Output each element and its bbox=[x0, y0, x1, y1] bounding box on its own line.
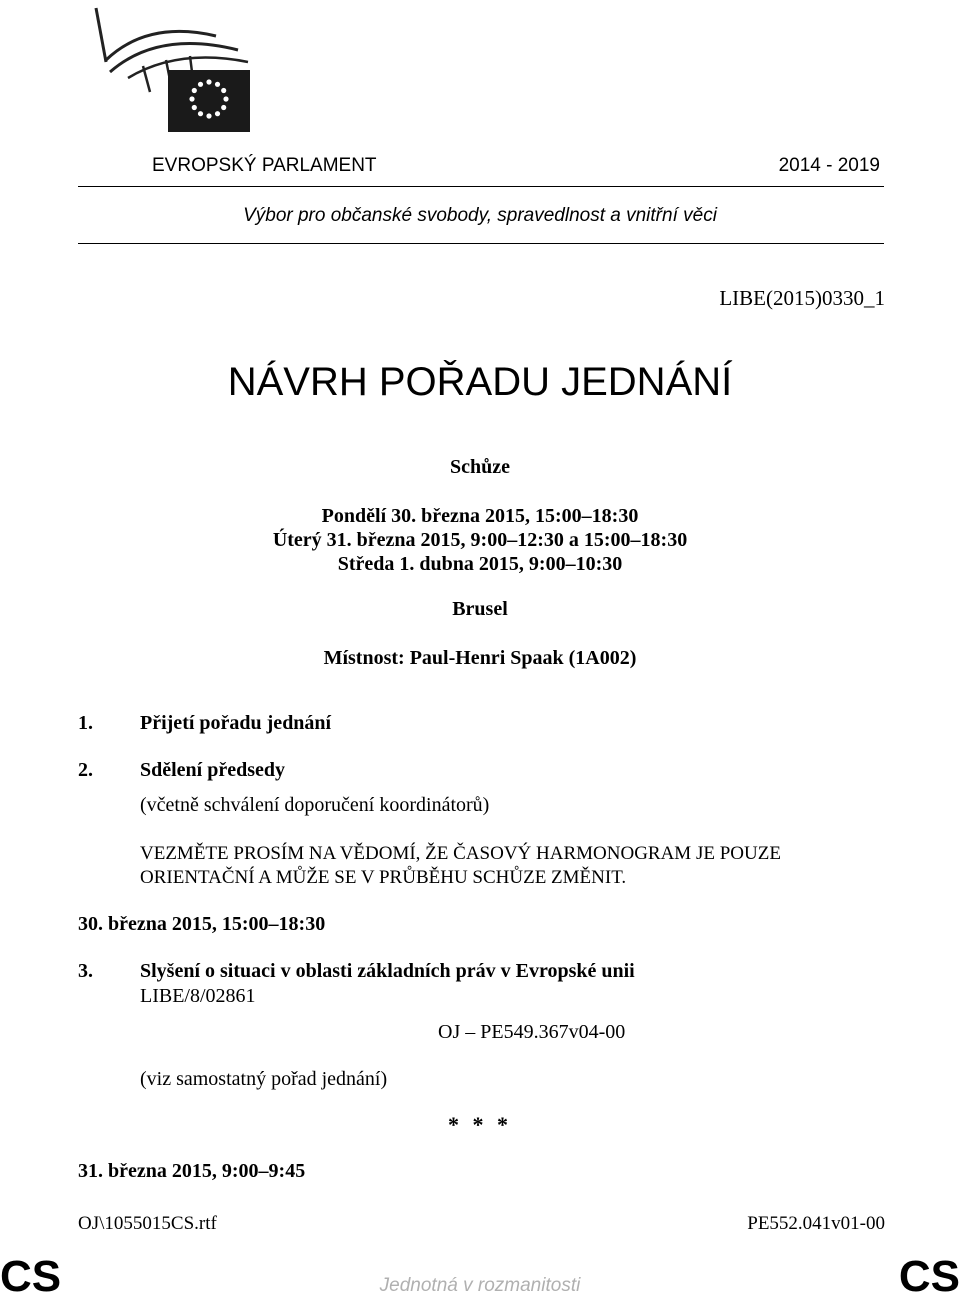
parliament-name: EVROPSKÝ PARLAMENT bbox=[152, 155, 377, 176]
session-heading: 31. března 2015, 9:00–9:45 bbox=[78, 1160, 306, 1182]
meeting-room: Místnost: Paul-Henri Spaak (1A002) bbox=[323, 647, 637, 669]
session-heading: 30. března 2015, 15:00–18:30 bbox=[78, 913, 326, 935]
agenda-item-title: Přijetí pořadu jednání bbox=[140, 712, 332, 734]
document-reference: LIBE(2015)0330_1 bbox=[719, 286, 885, 310]
footer-file-name: OJ\1055015CS.rtf bbox=[78, 1213, 217, 1234]
committee-divider bbox=[78, 243, 884, 244]
european-parliament-logo-icon bbox=[88, 0, 278, 140]
agenda-item-number: 3. bbox=[78, 960, 93, 982]
agenda-item-title: Sdělení předsedy bbox=[140, 759, 286, 781]
agenda-item-title: Slyšení o situaci v oblasti základních práv v Evropské unii bbox=[140, 960, 635, 982]
procedure-code: LIBE/8/02861 bbox=[140, 985, 256, 1007]
meeting-label: Schůze bbox=[450, 456, 510, 478]
agenda-item-note: (včetně schválení doporučení koordinátorů) bbox=[140, 794, 490, 816]
header-divider bbox=[78, 186, 884, 187]
agenda-item-note: (viz samostatný pořad jednání) bbox=[140, 1068, 388, 1090]
agenda-item-number: 1. bbox=[78, 712, 93, 734]
footer-document-number: PE552.041v01-00 bbox=[747, 1213, 885, 1234]
section-separator: * * * bbox=[448, 1112, 512, 1137]
meeting-date: Pondělí 30. března 2015, 15:00–18:30 bbox=[321, 505, 639, 527]
agenda-item-number: 2. bbox=[78, 759, 93, 781]
oj-reference: OJ – PE549.367v04-00 bbox=[438, 1021, 626, 1043]
parliamentary-term: 2014 - 2019 bbox=[778, 155, 880, 176]
meeting-date: Středa 1. dubna 2015, 9:00–10:30 bbox=[337, 553, 623, 575]
language-code: CS bbox=[0, 1252, 62, 1301]
committee-name: Výbor pro občanské svobody, spravedlnost a vnitřní věci bbox=[243, 205, 717, 226]
language-code: CS bbox=[898, 1252, 960, 1301]
eu-motto: Jednotná v rozmanitosti bbox=[379, 1275, 581, 1296]
meeting-city: Brusel bbox=[452, 598, 508, 620]
schedule-notice: VEZMĚTE PROSÍM NA VĚDOMÍ, ŽE ČASOVÝ HARMONOGRAM JE POUZE ORIENTAČNÍ A MŮŽE SE V PRŮBĚHU SCHŮZE ZMĚNIT. bbox=[140, 843, 781, 888]
meeting-date: Úterý 31. března 2015, 9:00–12:30 a 15:00–18:30 bbox=[272, 529, 688, 551]
page-title: NÁVRH POŘADU JEDNÁNÍ bbox=[227, 360, 733, 404]
